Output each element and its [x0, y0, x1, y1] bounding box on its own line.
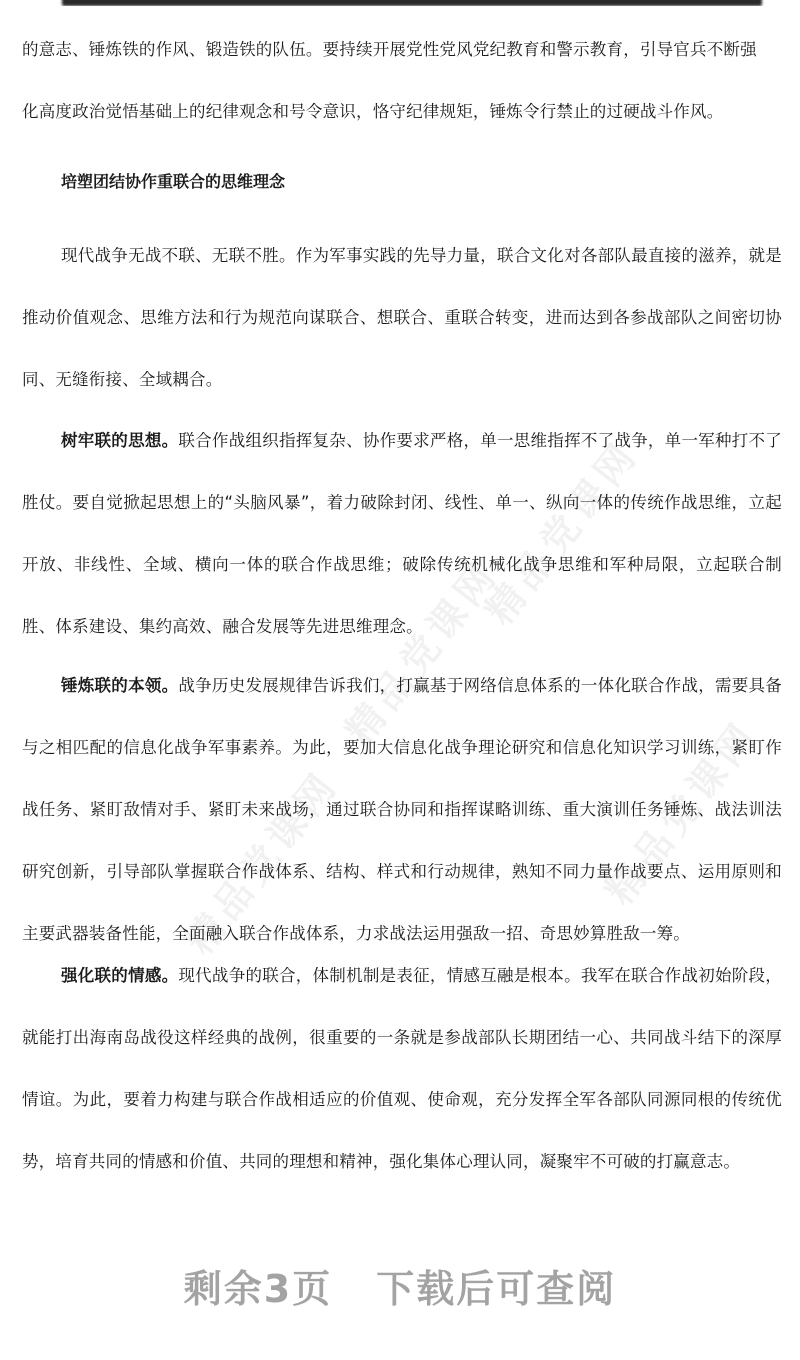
subsection-thinking: [22, 410, 782, 658]
subsection-lead: 强化联的情感。: [61, 966, 179, 985]
section-heading: 培塑团结协作重联合的思维理念: [61, 172, 286, 191]
clipped-text-line: [22, 0, 782, 6]
download-hint-label: 下载后可查阅: [376, 1267, 617, 1311]
download-prompt[interactable]: [0, 1258, 800, 1313]
section-intro-paragraph: 现代战争无战不联、无联不胜。作为军事实践的先导力量，联合文化对各部队最直接的滋养，就是推动价值观念、思维方法和行为规范向谋联合、想联合、重联合转变，进而达到各参战部队之间密切协同、无缝衔接、全域耦合。: [22, 246, 782, 389]
subsection-emotion: [22, 945, 782, 1193]
watermark: 精品党课网: [337, 552, 508, 753]
subsection-skills: [22, 655, 782, 965]
watermark: 精品党课网: [177, 762, 348, 963]
intro-line-2: 化高度政治觉悟基础上的纪律观念和号令意识，恪守纪律规矩，锤炼令行禁止的过硬战斗作风。: [22, 102, 724, 121]
remaining-pages-label: 剩余3页: [183, 1267, 333, 1311]
watermark: 精品党课网: [597, 712, 768, 913]
watermark: 精品党课网: [477, 432, 648, 633]
subsection-body: 战争历史发展规律告诉我们，打赢基于网络信息体系的一体化联合作战，需要具备与之相匹配的信息化战争军事素养。为此，要加大信息化战争理论研究和信息化知识学习训练，紧盯作战任务、紧盯敌情对手、紧盯未来战场，通过联合协同和指挥谋略训练、重大演训任务锤炼、战法训法研究创新，引导部队掌握联合作战体系、结构、样式和行动规律，熟知不同力量作战要点、运用原则和主要武器装备性能，全面融入联合作战体系，力求战法运用强敌一招、奇思妙算胜敌一筹。: [22, 676, 782, 943]
subsection-body: 联合作战组织指挥复杂、协作要求严格，单一思维指挥不了战争，单一军种打不了胜仗。要自觉掀起思想上的“头脑风暴”，着力破除封闭、线性、单一、纵向一体的传统作战思维，立起开放、非线性、全域、横向一体的联合作战思维；破除传统机械化战争思维和军种局限，立起联合制胜、体系建设、集约高效、融合发展等先进思维理念。: [22, 431, 782, 636]
intro-line-1: 的意志、锤炼铁的作风、锻造铁的队伍。要持续开展党性党风党纪教育和警示教育，引导官兵不断强: [22, 40, 757, 59]
subsection-body: 现代战争的联合，体制机制是表征，情感互融是根本。我军在联合作战初始阶段，就能打出海南岛战役这样经典的战例，很重要的一条就是参战部队长期团结一心、共同战斗结下的深厚情谊。为此，要着力构建与联合作战相适应的价值观、使命观，充分发挥全军各部队同源同根的传统优势，培育共同的情感和价值、共同的理想和精神，强化集体心理认同，凝聚牢不可破的打赢意志。: [22, 966, 782, 1171]
intro-paragraph: [22, 19, 782, 143]
subsection-lead: 锤炼联的本领。: [61, 676, 179, 695]
subsection-lead: 树牢联的思想。: [61, 431, 179, 450]
